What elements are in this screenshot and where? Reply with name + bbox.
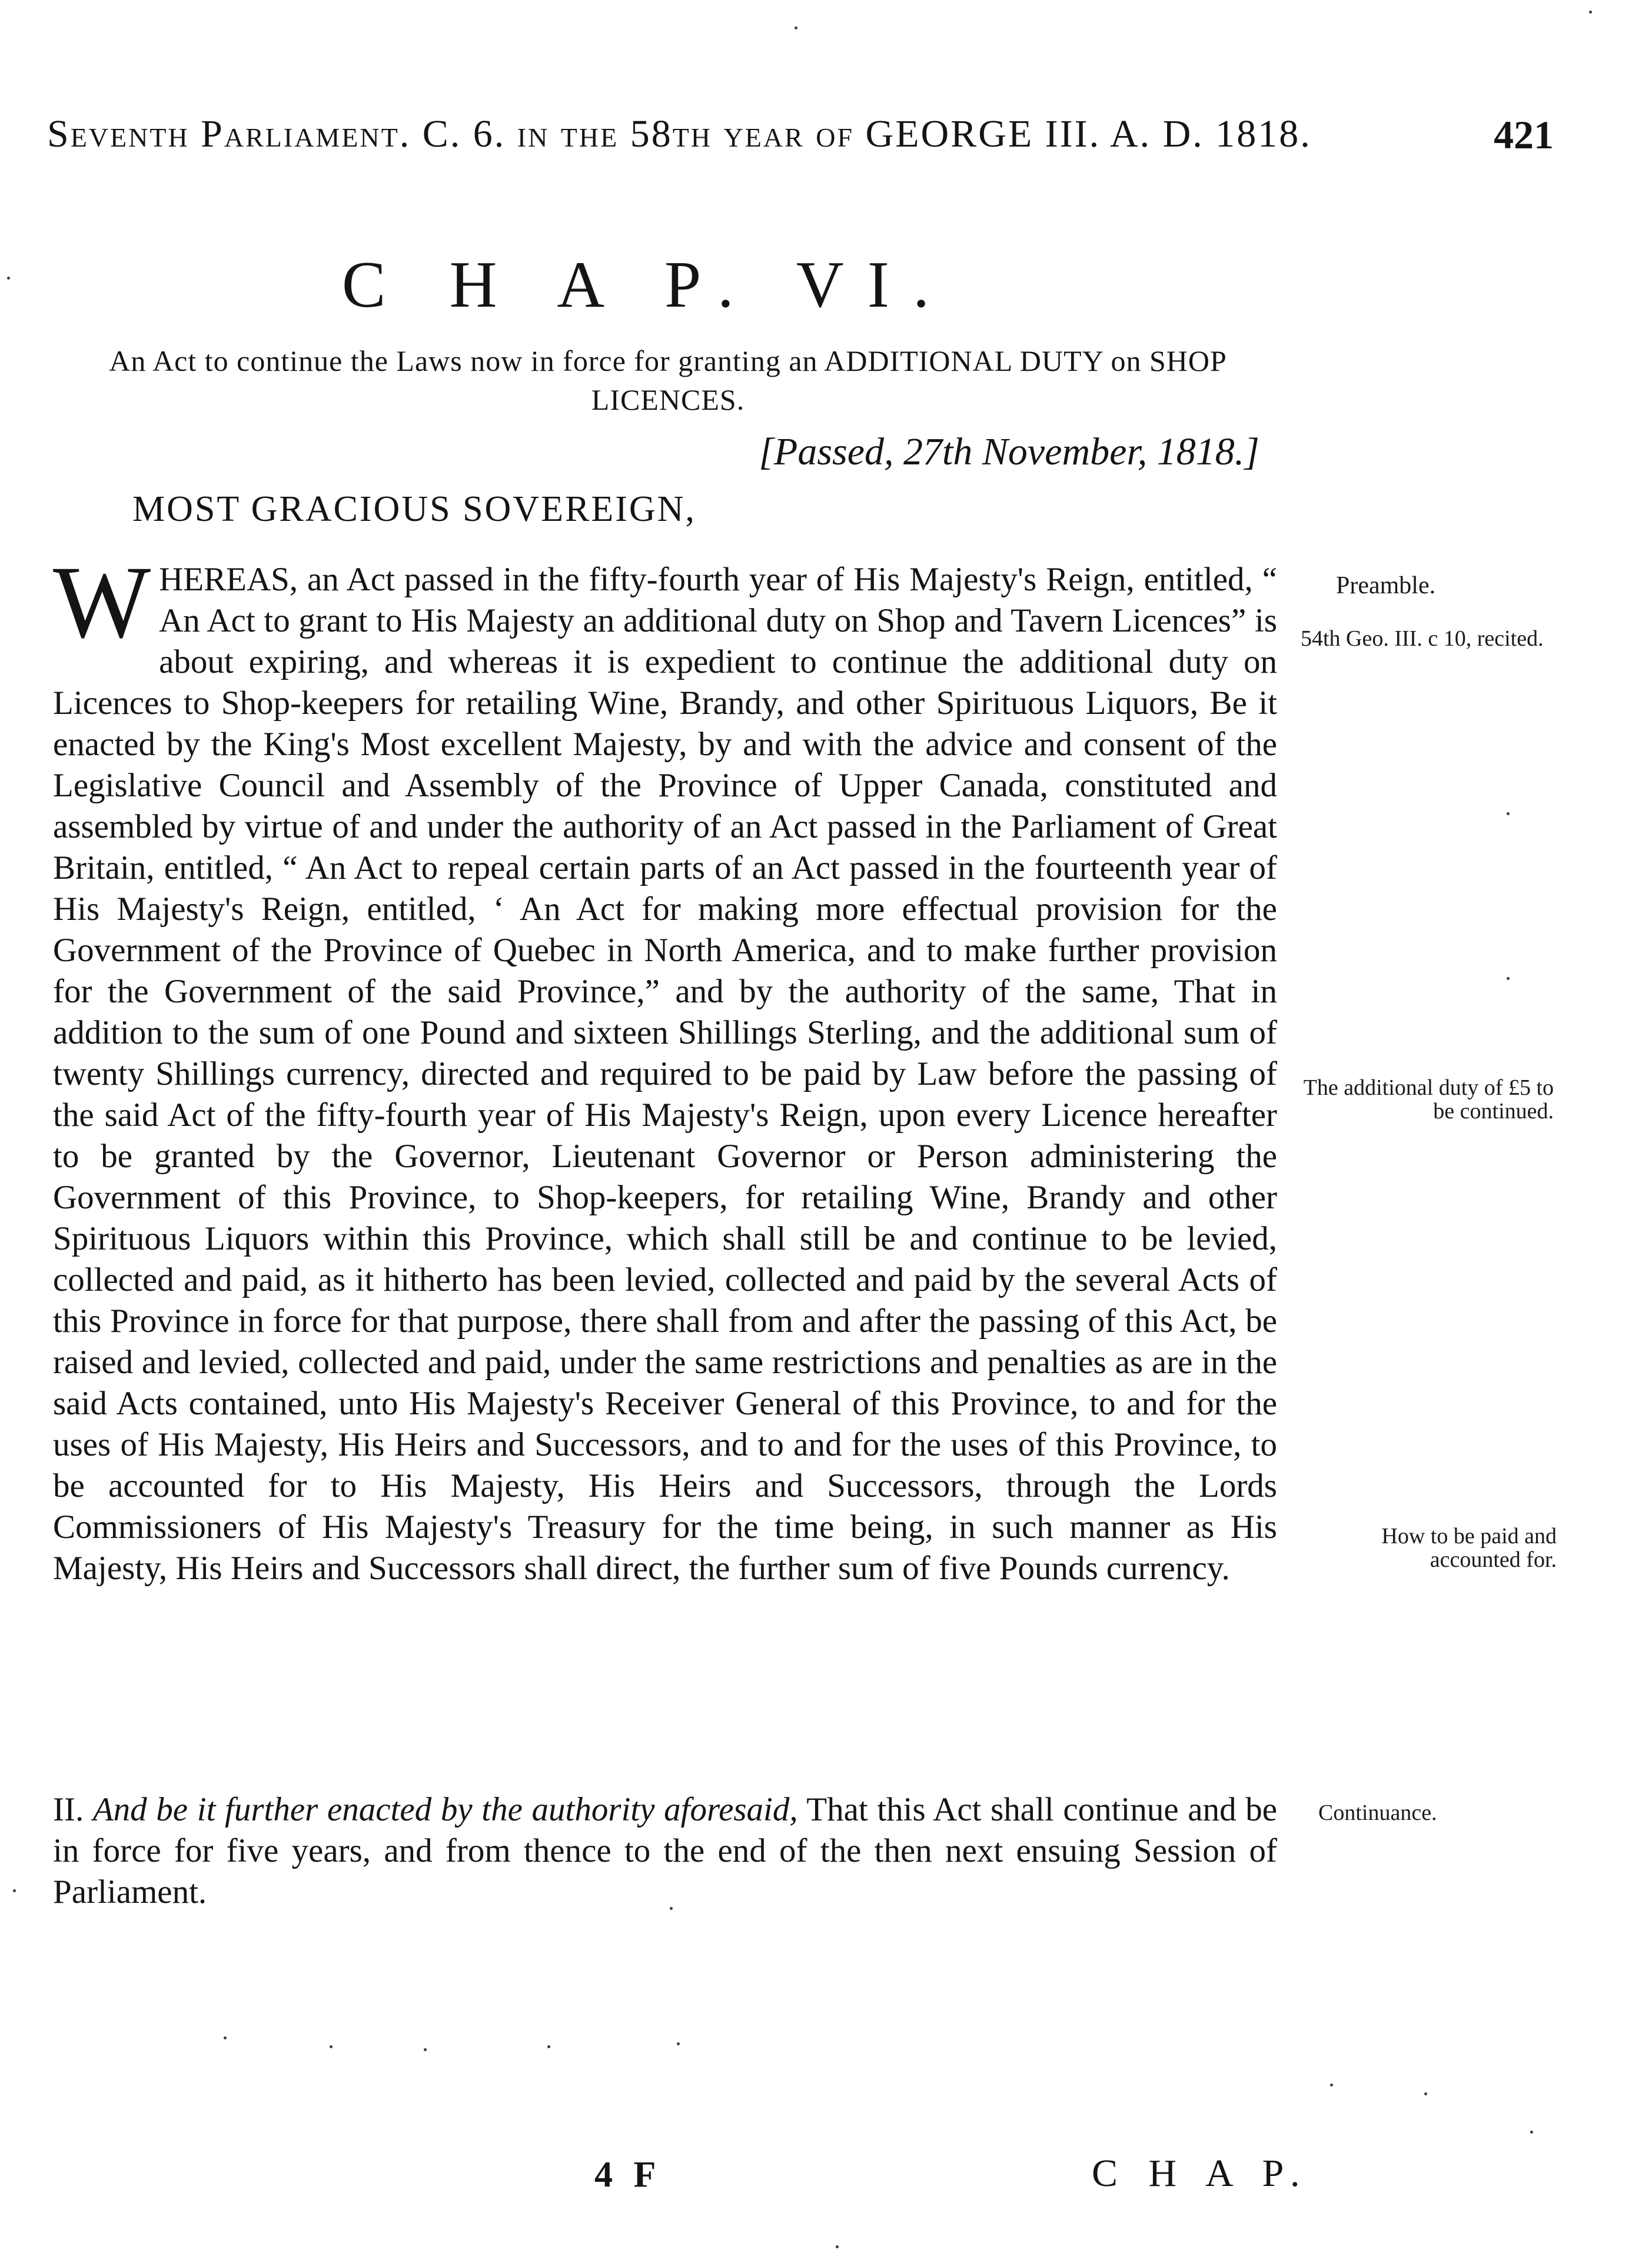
- preamble-section: [53, 545, 1277, 1589]
- sidenote-how-paid: How to be paid and accounted for.: [1381, 1524, 1557, 1572]
- passed-date: [Passed, 27th November, 1818.]: [759, 430, 1259, 473]
- sidenote-additional-duty: The additional duty of £5 to be continued.: [1303, 1075, 1554, 1124]
- act-title: An Act to continue the Laws now in force for granting an ADDITIONAL DUTY on SHOP LICENCES.: [109, 344, 1227, 416]
- scan-speck: [7, 277, 10, 280]
- running-header: [47, 112, 1554, 165]
- scan-speck: [330, 2045, 333, 2048]
- scan-speck: [677, 2042, 680, 2045]
- salutation: MOST GRACIOUS SOVEREIGN,: [132, 489, 696, 529]
- scan-speck: [547, 2045, 550, 2048]
- scan-speck: [795, 26, 797, 29]
- sidenote-continuance: Continuance.: [1318, 1800, 1437, 1825]
- drop-cap: W: [53, 545, 151, 660]
- sidenote-preamble: Preamble.: [1336, 572, 1436, 599]
- scan-speck: [1530, 2131, 1533, 2134]
- scan-speck: [424, 2048, 427, 2051]
- section-2: [53, 1789, 1277, 1913]
- running-title: Seventh Parliament. C. 6. in the 58th year of GEORGE III. A. D. 1818.: [47, 112, 1312, 155]
- preamble-paragraph: [53, 545, 1277, 1589]
- signature-mark: 4 F: [594, 2155, 662, 2195]
- catchword: C H A P.: [1092, 2152, 1311, 2195]
- scan-speck: [1589, 11, 1592, 14]
- scan-speck: [1507, 812, 1510, 815]
- scan-speck: [13, 1889, 16, 1892]
- scan-speck: [836, 2245, 839, 2248]
- scan-speck: [1507, 977, 1510, 980]
- scan-speck: [1424, 2092, 1427, 2095]
- sidenote-recited: 54th Geo. III. c 10, recited.: [1301, 626, 1544, 651]
- preamble-text: HEREAS, an Act passed in the fifty-fourth year of His Majesty's Reign, entitled, “ An Act to grant to His Majesty an additional duty on Shop and Tavern Licences” is about expiring, and whereas it is expedient to continue the additional duty on Licences to Shop-keepers for retailing Wine, Brandy, and other Spirituous Liquors, Be it enacted by the King's Most excellent Majesty, by and with the advice and consent of the Legislative Council and Assembly of the Province of Upper Canada, constituted and assembled by virtue of and under the authority of an Act passed in the Parliament of Great Britain, entitled, “ An Act to repeal certain parts of an Act passed in the fourteenth year of His Majesty's Reign, entitled, ‘ An Act for making more effectual provision for the Government of the Province of Quebec in North America, and to make further provision for the Government of the said Province,” and by the authority of the same, That in addition to the sum of one Pound and sixteen Shillings Sterling, and the additional sum of twenty Shillings currency, directed and required to be paid by Law before the passing of the said Act of the fifty-fourth year of His Majesty's Reign, upon every Licence hereafter to be granted by the Governor, Lieutenant Governor or Person administering the Government of this Province, to Shop-keepers, for retailing Wine, Brandy and other Spirituous Liquors within this Province, which shall still be and continue to be levied, collected and paid, as it hitherto has been levied, collected and paid by the several Acts of this Province in force for that purpose, there shall from and after the passing of this Act, be raised and levied, collected and paid, under the same restrictions and penalties as are in the said Acts contained, unto His Majesty's Receiver General of this Province, to and for the uses of His Majesty, His Heirs and Successors, and to and for the uses of this Province, to be accounted for to His Majesty, His Heirs and Successors, through the Lords Commissioners of His Majesty's Treasury for the time being, in such manner as His Majesty, His Heirs and Successors shall direct, the further sum of five Pounds currency.: [53, 561, 1277, 1587]
- section-2-paragraph: [53, 1789, 1277, 1913]
- enacting-clause: And be it further enacted by the authority aforesaid,: [92, 1791, 798, 1828]
- chapter-heading: C H A P. VI.: [341, 248, 953, 321]
- page-number: 421: [1494, 112, 1554, 157]
- section-2-text: That this Act shall continue and be in force for five years, and from thence to the end of the then next ensuing Session of Parliament.: [53, 1791, 1277, 1911]
- scan-speck: [670, 1907, 673, 1910]
- section-number: II.: [53, 1791, 84, 1828]
- scan-speck: [224, 2036, 227, 2039]
- scan-speck: [1330, 2084, 1333, 2086]
